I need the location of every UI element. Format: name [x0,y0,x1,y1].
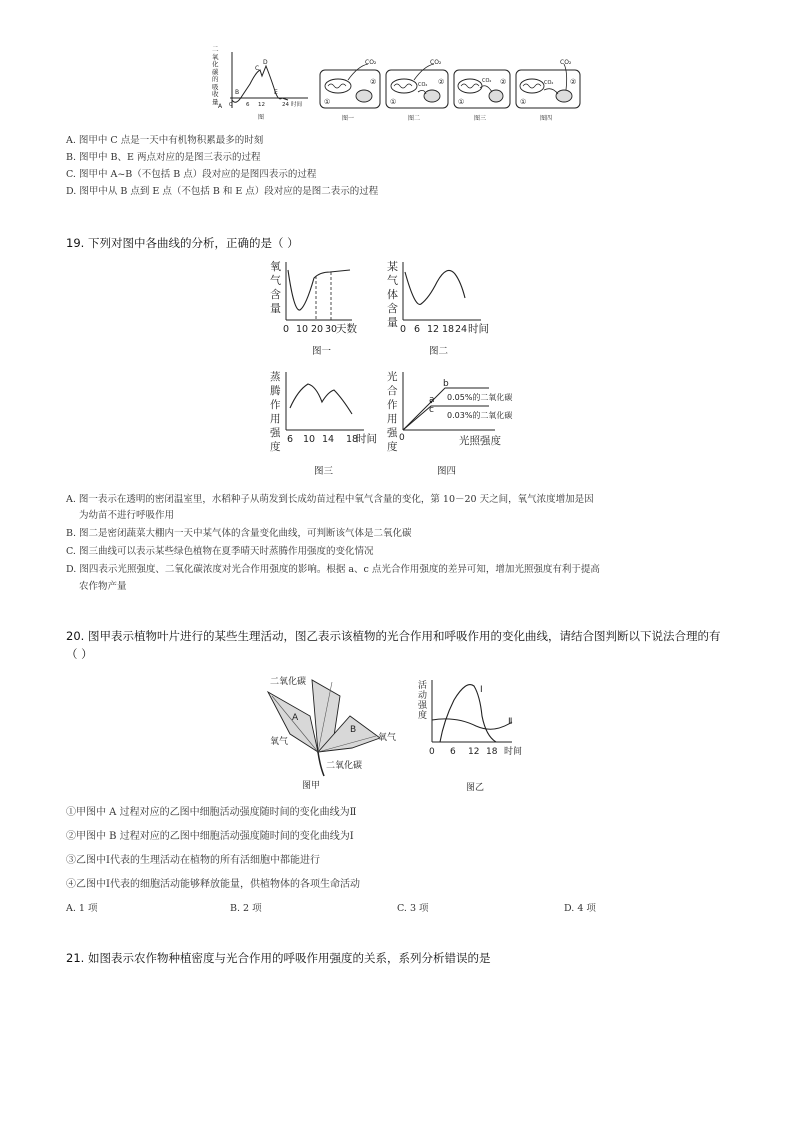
svg-text:强: 强 [418,701,428,711]
svg-text:作: 作 [387,399,398,411]
q19-fig4-caption: 图四 [437,466,457,477]
svg-text:0: 0 [283,324,290,335]
q18-option-c[interactable]: C. 图甲中 A~B（不包括 B 点）段对应的是图四表示的过程 [66,169,317,180]
q19-option-d-cont: 农作物产量 [79,581,127,592]
q18-option-b[interactable]: B. 图甲中 B、E 两点对应的是图三表示的过程 [66,152,261,163]
q18-ylabel: 二氧化碳的吸收量 [212,45,219,106]
svg-text:6: 6 [414,324,421,335]
q20-curve-diagram [416,676,528,794]
svg-text:①: ① [458,98,465,106]
svg-text:体: 体 [387,288,398,301]
svg-text:②: ② [500,78,507,86]
q20-statement-1: ①甲图中 A 过程对应的乙图中细胞活动强度随时间的变化曲线为Ⅱ [66,807,357,818]
q18-tick: 12 [258,102,265,108]
svg-text:时间: 时间 [468,323,489,335]
q18-point-c: C [255,65,260,72]
svg-text:光: 光 [387,371,398,383]
svg-text:②: ② [570,78,577,86]
q20-statement-3: ③乙图中Ⅰ代表的生理活动在植物的所有活细胞中都能进行 [66,855,320,866]
q19-fig4-line1: 0.05%的二氧化碳 [447,393,513,402]
q18-point-b: B [235,89,240,96]
q20-o2-right: 氧气 [378,733,397,743]
svg-text:含: 含 [270,288,281,301]
q19-option-a-cont: 为幼苗不进行呼吸作用 [79,510,175,521]
svg-text:14: 14 [322,434,335,445]
q19-option-a[interactable]: A. 图一表示在透明的密闭温室里，水稻种子从萌发到长成幼苗过程中氧气含量的变化，第 10－20 天之间，氧气浓度增加是因 [66,494,594,505]
svg-text:气: 气 [270,274,281,287]
q20-statement-4: ④乙图中Ⅰ代表的细胞活动能够释放能量，供植物体的各项生命活动 [66,879,360,890]
svg-text:18: 18 [346,434,359,445]
svg-text:CO₂: CO₂ [430,59,442,66]
q18-tick: 0 [229,102,233,108]
q19-figure-4 [385,368,535,480]
q18-point-d: D [263,59,268,66]
svg-text:②: ② [370,78,377,86]
q20-paren: （ ） [66,647,93,661]
q20-o2-left: 氧气 [270,737,289,747]
svg-text:活: 活 [418,681,428,691]
svg-text:气: 气 [387,274,398,287]
q18-cell-diagrams [318,56,584,122]
svg-text:6: 6 [287,434,294,445]
svg-text:a: a [429,395,435,405]
q20-option-c[interactable]: C. 3 项 [397,903,429,914]
svg-text:时间: 时间 [356,433,377,445]
q19-fig3-caption: 图三 [314,466,334,477]
svg-text:CO₂: CO₂ [560,59,572,66]
svg-text:度: 度 [387,441,398,453]
q20-option-a[interactable]: A. 1 项 [66,903,98,914]
co2-label: CO₂ [365,59,377,66]
q18-fig-caption: 图四 [540,115,553,122]
q18-fig-caption: 图三 [474,115,487,122]
svg-text:氧: 氧 [270,260,281,273]
svg-text:CO₂: CO₂ [482,78,492,84]
svg-text:合: 合 [387,385,398,397]
cell-diagram-2 [386,59,448,122]
svg-text:b: b [443,379,449,389]
svg-text:18: 18 [442,324,455,335]
svg-text:作: 作 [270,399,281,411]
q19-fig1-caption: 图一 [312,346,332,357]
svg-text:腾: 腾 [270,385,281,397]
q18-point-e: E [274,89,278,96]
cell-diagram-1 [320,59,380,122]
svg-text:12: 12 [427,324,440,335]
q19-stem: 19. 下列对图中各曲线的分析，正确的是（ ） [66,236,299,250]
q20-leaf-caption: 图甲 [302,781,321,791]
svg-text:度: 度 [418,711,428,721]
svg-text:①: ① [324,98,331,106]
q20-process-a: A [292,713,299,723]
svg-text:0: 0 [429,747,435,757]
svg-text:c: c [429,405,434,415]
q19-option-d[interactable]: D. 图四表示光照强度、二氧化碳浓度对光合作用强度的影响。根据 a、c 点光合作用强度的差异可知，增加光照强度有利于提高 [66,564,600,575]
svg-text:0: 0 [399,433,405,443]
svg-text:10: 10 [303,434,316,445]
q20-stem: 20. 图甲表示植物叶片进行的某些生理活动，图乙表示该植物的光合作用和呼吸作用的变化曲线，请结合图判断以下说法合理的有 [66,629,721,643]
svg-text:蒸: 蒸 [270,371,281,383]
svg-text:CO₂: CO₂ [418,82,428,88]
q18-fig-caption: 图一 [342,115,355,122]
q18-option-d[interactable]: D. 图甲中从 B 点到 E 点（不包括 B 和 E 点）段对应的是图二表示的过程 [66,186,379,197]
svg-text:光照强度: 光照强度 [459,435,501,447]
q20-curve-ii: Ⅱ [508,717,513,727]
svg-text:10: 10 [296,324,309,335]
svg-text:强: 强 [387,427,398,439]
q18-tick: 24 [282,102,289,108]
cell-diagram-4 [516,59,580,122]
svg-text:CO₂: CO₂ [544,80,554,86]
svg-text:时间: 时间 [504,747,523,757]
q19-fig2-caption: 图二 [429,346,449,357]
q20-process-b: B [350,725,357,735]
svg-text:24: 24 [455,324,468,335]
q20-co2-bottom: 二氧化碳 [326,761,363,771]
q20-option-b[interactable]: B. 2 项 [230,903,262,914]
q18-option-a[interactable]: A. 图甲中 C 点是一天中有机物积累最多的时刻 [66,135,264,146]
q18-xlabel: 时间 [291,102,303,108]
svg-text:20: 20 [311,324,324,335]
svg-text:6: 6 [450,747,456,757]
q19-figure-1 [268,258,368,358]
svg-text:②: ② [438,78,445,86]
q20-curve-i: Ⅰ [480,685,483,695]
svg-text:①: ① [390,98,397,106]
svg-text:某: 某 [387,260,398,273]
svg-text:量: 量 [387,316,398,329]
svg-text:量: 量 [270,302,281,315]
svg-text:30: 30 [325,324,338,335]
q18-tick: 6 [246,102,250,108]
svg-text:用: 用 [387,413,398,425]
cell-diagram-3 [454,70,510,122]
q19-option-b[interactable]: B. 图二是密闭蔬菜大棚内一天中某气体的含量变化曲线，可判断该气体是二氧化碳 [66,528,412,539]
q19-fig4-line2: 0.03%的二氧化碳 [447,411,513,420]
svg-text:天数: 天数 [336,323,357,335]
q20-option-d[interactable]: D. 4 项 [564,903,596,914]
q19-figure-3 [268,368,378,480]
svg-text:0: 0 [400,324,407,335]
q20-co2-top: 二氧化碳 [270,677,307,687]
q19-option-c[interactable]: C. 图三曲线可以表示某些绿色植物在夏季晴天时蒸腾作用强度的变化情况 [66,546,374,557]
svg-text:①: ① [520,98,527,106]
q21-stem: 21. 如图表示农作物种植密度与光合作用的呼吸作用强度的关系，系列分析错误的是 [66,951,491,965]
svg-text:18: 18 [486,747,498,757]
q18-main-caption: 图 [258,114,265,121]
svg-text:度: 度 [270,441,281,453]
q20-curve-caption: 图乙 [466,783,485,793]
svg-text:含: 含 [387,302,398,315]
q18-main-graph [212,46,312,122]
q18-fig-caption: 图二 [408,115,421,122]
q20-statement-2: ②甲图中 B 过程对应的乙图中细胞活动强度随时间的变化曲线为Ⅰ [66,831,354,842]
svg-text:用: 用 [270,413,281,425]
svg-text:强: 强 [270,427,281,439]
svg-text:12: 12 [468,747,480,757]
q20-leaf-diagram [262,672,410,794]
q18-small-figures [318,56,584,122]
q19-figure-2 [385,258,505,358]
q18-point-a: A [218,103,223,110]
svg-text:动: 动 [418,691,428,701]
